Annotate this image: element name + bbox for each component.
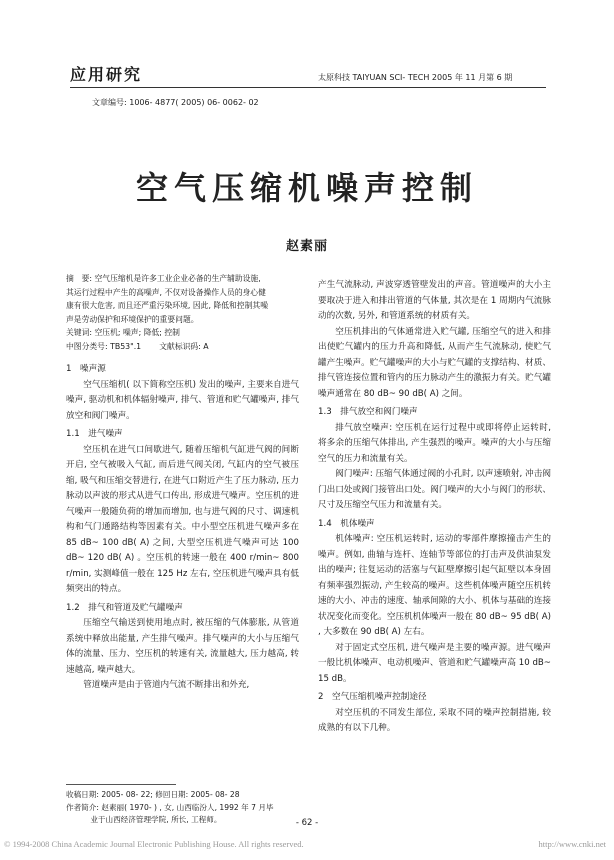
- left-column: [66, 272, 299, 694]
- paragraph: 管道噪声是由于管道内气流不断排出和外充,: [83, 680, 250, 690]
- page-number: - 62 -: [295, 818, 319, 828]
- section-heading: 1 噪声源: [66, 364, 106, 374]
- abstract-line: 康有很大危害, 而且还严重污染环境, 因此, 降低和控制其噪: [66, 301, 268, 310]
- section-heading: 1.2 排气和管道及贮气罐噪声: [66, 602, 183, 613]
- abstract-line: 摘 要: 空气压缩机是许多工业企业必备的生产辅助设施,: [66, 274, 261, 283]
- right-column: [318, 278, 551, 737]
- paragraph: 排气放空噪声: 空压机在运行过程中或即将停止运转时, 将多余的压缩气体排出, 产生强烈的噪声。噪声的大小与压缩空气的压力和流量有关。: [318, 422, 551, 464]
- paper-author: 赵素丽: [285, 239, 328, 254]
- right-body: [318, 278, 551, 737]
- section-heading: 1.4 机体噪声: [318, 518, 375, 529]
- copyright-text: © 1994-2008 China Academic Journal Electronic Publishing House. All rights reserved.: [4, 839, 304, 849]
- paragraph: 压缩空气输送到使用地点时, 被压缩的气体膨胀, 从管道系统中释放出能量, 产生排气噪声。排气噪声的大小与压缩气体的流量、压力、空压机的转速有关, 流量越大, 压力越高, 转速越高, 噪声越大。: [66, 618, 299, 675]
- paragraph: 产生气流脉动, 声波穿透管壁发出的声音。管道噪声的大小主要取决于进入和排出管道的气体量, 其次是在 1 周期内气流脉动的次数, 另外, 和管道系统的材质有关。: [318, 280, 551, 321]
- article-number: 文章编号: 1006- 4877( 2005) 06- 0062- 02: [92, 98, 259, 107]
- paragraph: 对于固定式空压机, 进气噪声是主要的噪声源。进气噪声一般比机体噪声、电动机噪声、管道和贮气罐噪声高 10 dB~ 15 dB。: [318, 642, 551, 684]
- paragraph: 空压机在进气口间歇进气, 随着压缩机气缸进气阀的间断开启, 空气被吸入气缸, 而后进气阀关闭, 气缸内的空气被压缩, 吸气和压缩交替进行, 在进气口附近产生了压力脉动, 压力脉动以声波的形式从进气口传出, 形成进气噪声。空压机的进气噪声一般随负荷的增加而增加, 也与进气阀的尺寸、调速机构和气门通路结构等因素有关。中小型空压机进气噪声多在 85 dB~ 100 dB( A) 之间, 大型空压机进气噪声可达 100 dB~ 120 dB( A) 。空压机的转速一般在 400 r/min~ 800 r/min, 实测峰值一般在 125 Hz 左右, 空压机进气噪声具有低频突出的特点。: [66, 444, 299, 594]
- journal-info: 太原科技 TAIYUAN SCI- TECH 2005 年 11 月第 6 期: [318, 73, 513, 82]
- author-bio: 作者简介: 赵素丽( 1970- ) , 女, 山西临汾人, 1992 年 7 月毕: [66, 802, 274, 812]
- section-heading: 2 空气压缩机噪声控制途径: [318, 692, 427, 702]
- section-label: 应用研究: [70, 65, 143, 84]
- paragraph: 机体噪声: 空压机运转时, 运动的零部件摩擦撞击产生的噪声。例如, 曲轴与连杆、连轴节等部位的打击声及供油泵发出的噪声; 往复运动的活塞与气缸壁摩擦引起气缸壁以本身固有频率强烈振动, 产生较高的噪声。这些机体噪声随空压机转速的大小、冲击的速度、轴承间隙的大小、机体与基础的连接状况变化而变化。空压机机体噪声一般在 80 dB~ 95 dB( A) , 大多数在 90 dB( A) 左右。: [318, 534, 551, 637]
- cnki-link[interactable]: http://www.cnki.net: [538, 839, 606, 849]
- paragraph: 空压机排出的气体通常进入贮气罐, 压缩空气的进入和排出使贮气罐内的压力升高和降低, 从而产生气流脉动, 使贮气罐产生噪声。贮气罐噪声的大小与贮气罐的支撑结构、材质、排气管连接位置和管内的压力脉动产生的激振力有关。贮气罐噪声通常在 80 dB~ 90 dB( A) 之间。: [318, 326, 551, 399]
- paragraph: 空气压缩机( 以下简称空压机) 发出的噪声, 主要来自进气噪声, 驱动机和机体辐射噪声, 排气、管道和贮气罐噪声, 排气放空和阀门噪声。: [66, 379, 299, 421]
- abstract-line: 其运行过程中产生的高噪声, 不仅对设备操作人员的身心健: [66, 287, 266, 297]
- left-body: [66, 362, 299, 694]
- paragraph: 对空压机的不同发生部位, 采取不同的噪声控制措施, 较成熟的有以下几种。: [318, 707, 551, 733]
- abstract: [66, 272, 299, 353]
- received-dates: 收稿日期: 2005- 08- 22; 修回日期: 2005- 08- 28: [66, 790, 240, 799]
- keywords: 关键词: 空压机; 噪声; 降低; 控制: [66, 328, 180, 337]
- author-bio-cont: 业于山西经济管理学院, 所长, 工程师。: [90, 815, 222, 824]
- classification: 中图分类号: TB53".1 文献标识码: A: [66, 341, 209, 351]
- section-heading: 1.1 进气噪声: [66, 429, 123, 439]
- header-rule: [70, 87, 546, 88]
- footnote-rule: [66, 784, 176, 785]
- paper-title: 空气压缩机噪声控制: [135, 169, 478, 207]
- section-heading: 1.3 排气放空和阀门噪声: [318, 407, 418, 417]
- paragraph: 阀门噪声: 压缩气体通过阀的小孔时, 以声速喷射, 冲击阀门出口处或阀门接管出口处。阀门噪声的大小与阀门的形状、尺寸及压缩空气压力和流量有关。: [318, 469, 551, 510]
- abstract-line: 声是劳动保护和环境保护的重要问题。: [66, 314, 199, 324]
